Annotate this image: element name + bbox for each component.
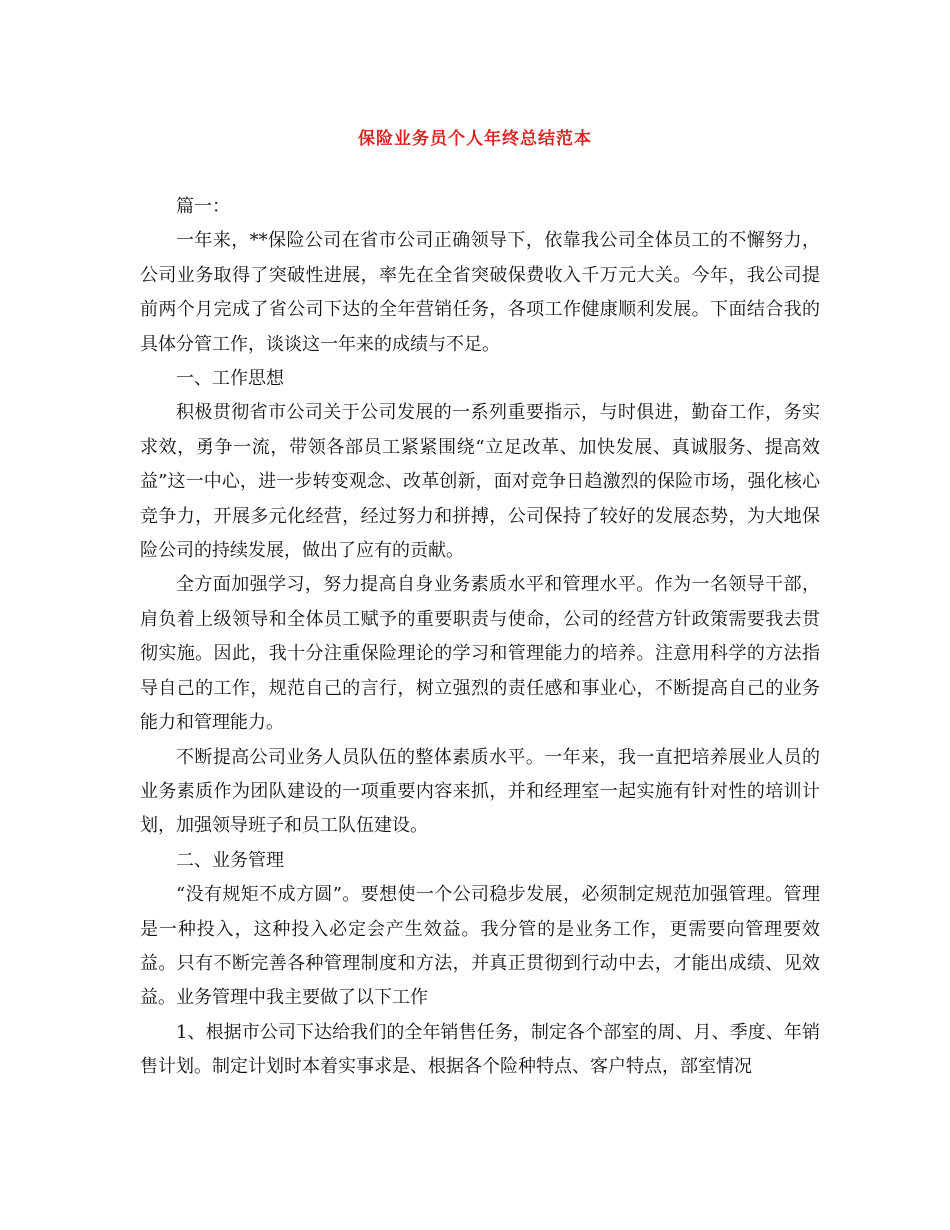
body-paragraph: 积极贯彻省市公司关于公司发展的一系列重要指示，与时俱进，勤奋工作，务实求效，勇争一流，带领各部员工紧紧围绕“立足改革、加快发展、真诚服务、提高效益”这一中心，进一步转变观念、改革创新，面对竞争日趋激烈的保险市场，强化核心竞争力，开展多元化经营，经过努力和拼搏，公司保持了较好的发展态势，为大地保险公司的持续发展，做出了应有的贡献。 [140,402,820,562]
section-heading: 一、工作思想 [176,368,284,390]
body-paragraph: 一年来，**保险公司在省市公司正确领导下，依靠我公司全体员工的不懈努力，公司业务取得了突破性进展，率先在全省突破保费收入千万元大关。今年，我公司提前两个月完成了省公司下达的全年营销任务，各项工作健康顺利发展。下面结合我的具体分管工作，谈谈这一年来的成绩与不足。 [140,230,820,355]
section-heading: 二、业务管理 [176,849,284,871]
body-paragraph: “没有规矩不成方圆”。要想使一个公司稳步发展，必须制定规范加强管理。管理是一种投入，这种投入必定会产生效益。我分管的是业务工作，更需要向管理要效益。只有不断完善各种管理制度和方法，并真正贯彻到行动中去，才能出成绩、见效益。业务管理中我主要做了以下工作 [140,884,820,1009]
document-body [140,190,820,1085]
section-label: 篇一： [176,196,230,217]
body-paragraph: 不断提高公司业务人员队伍的整体素质水平。一年来，我一直把培养展业人员的业务素质作为团队建设的一项重要内容来抓，并和经理室一起实施有针对性的培训计划，加强领导班子和员工队伍建设。 [140,746,820,837]
body-paragraph: 1、根据市公司下达给我们的全年销售任务，制定各个部室的周、月、季度、年销售计划。制定计划时本着实事求是、根据各个险种特点、客户特点，部室情况 [140,1021,820,1078]
document-title: 保险业务员个人年终总结范本 [358,129,592,149]
body-paragraph: 全方面加强学习，努力提高自身业务素质水平和管理水平。作为一名领导干部，肩负着上级领导和全体员工赋予的重要职责与使命，公司的经营方针政策需要我去贯彻实施。因此，我十分注重保险理论的学习和管理能力的培养。注意用科学的方法指导自己的工作，规范自己的言行，树立强烈的责任感和事业心，不断提高自己的业务能力和管理能力。 [140,574,820,734]
